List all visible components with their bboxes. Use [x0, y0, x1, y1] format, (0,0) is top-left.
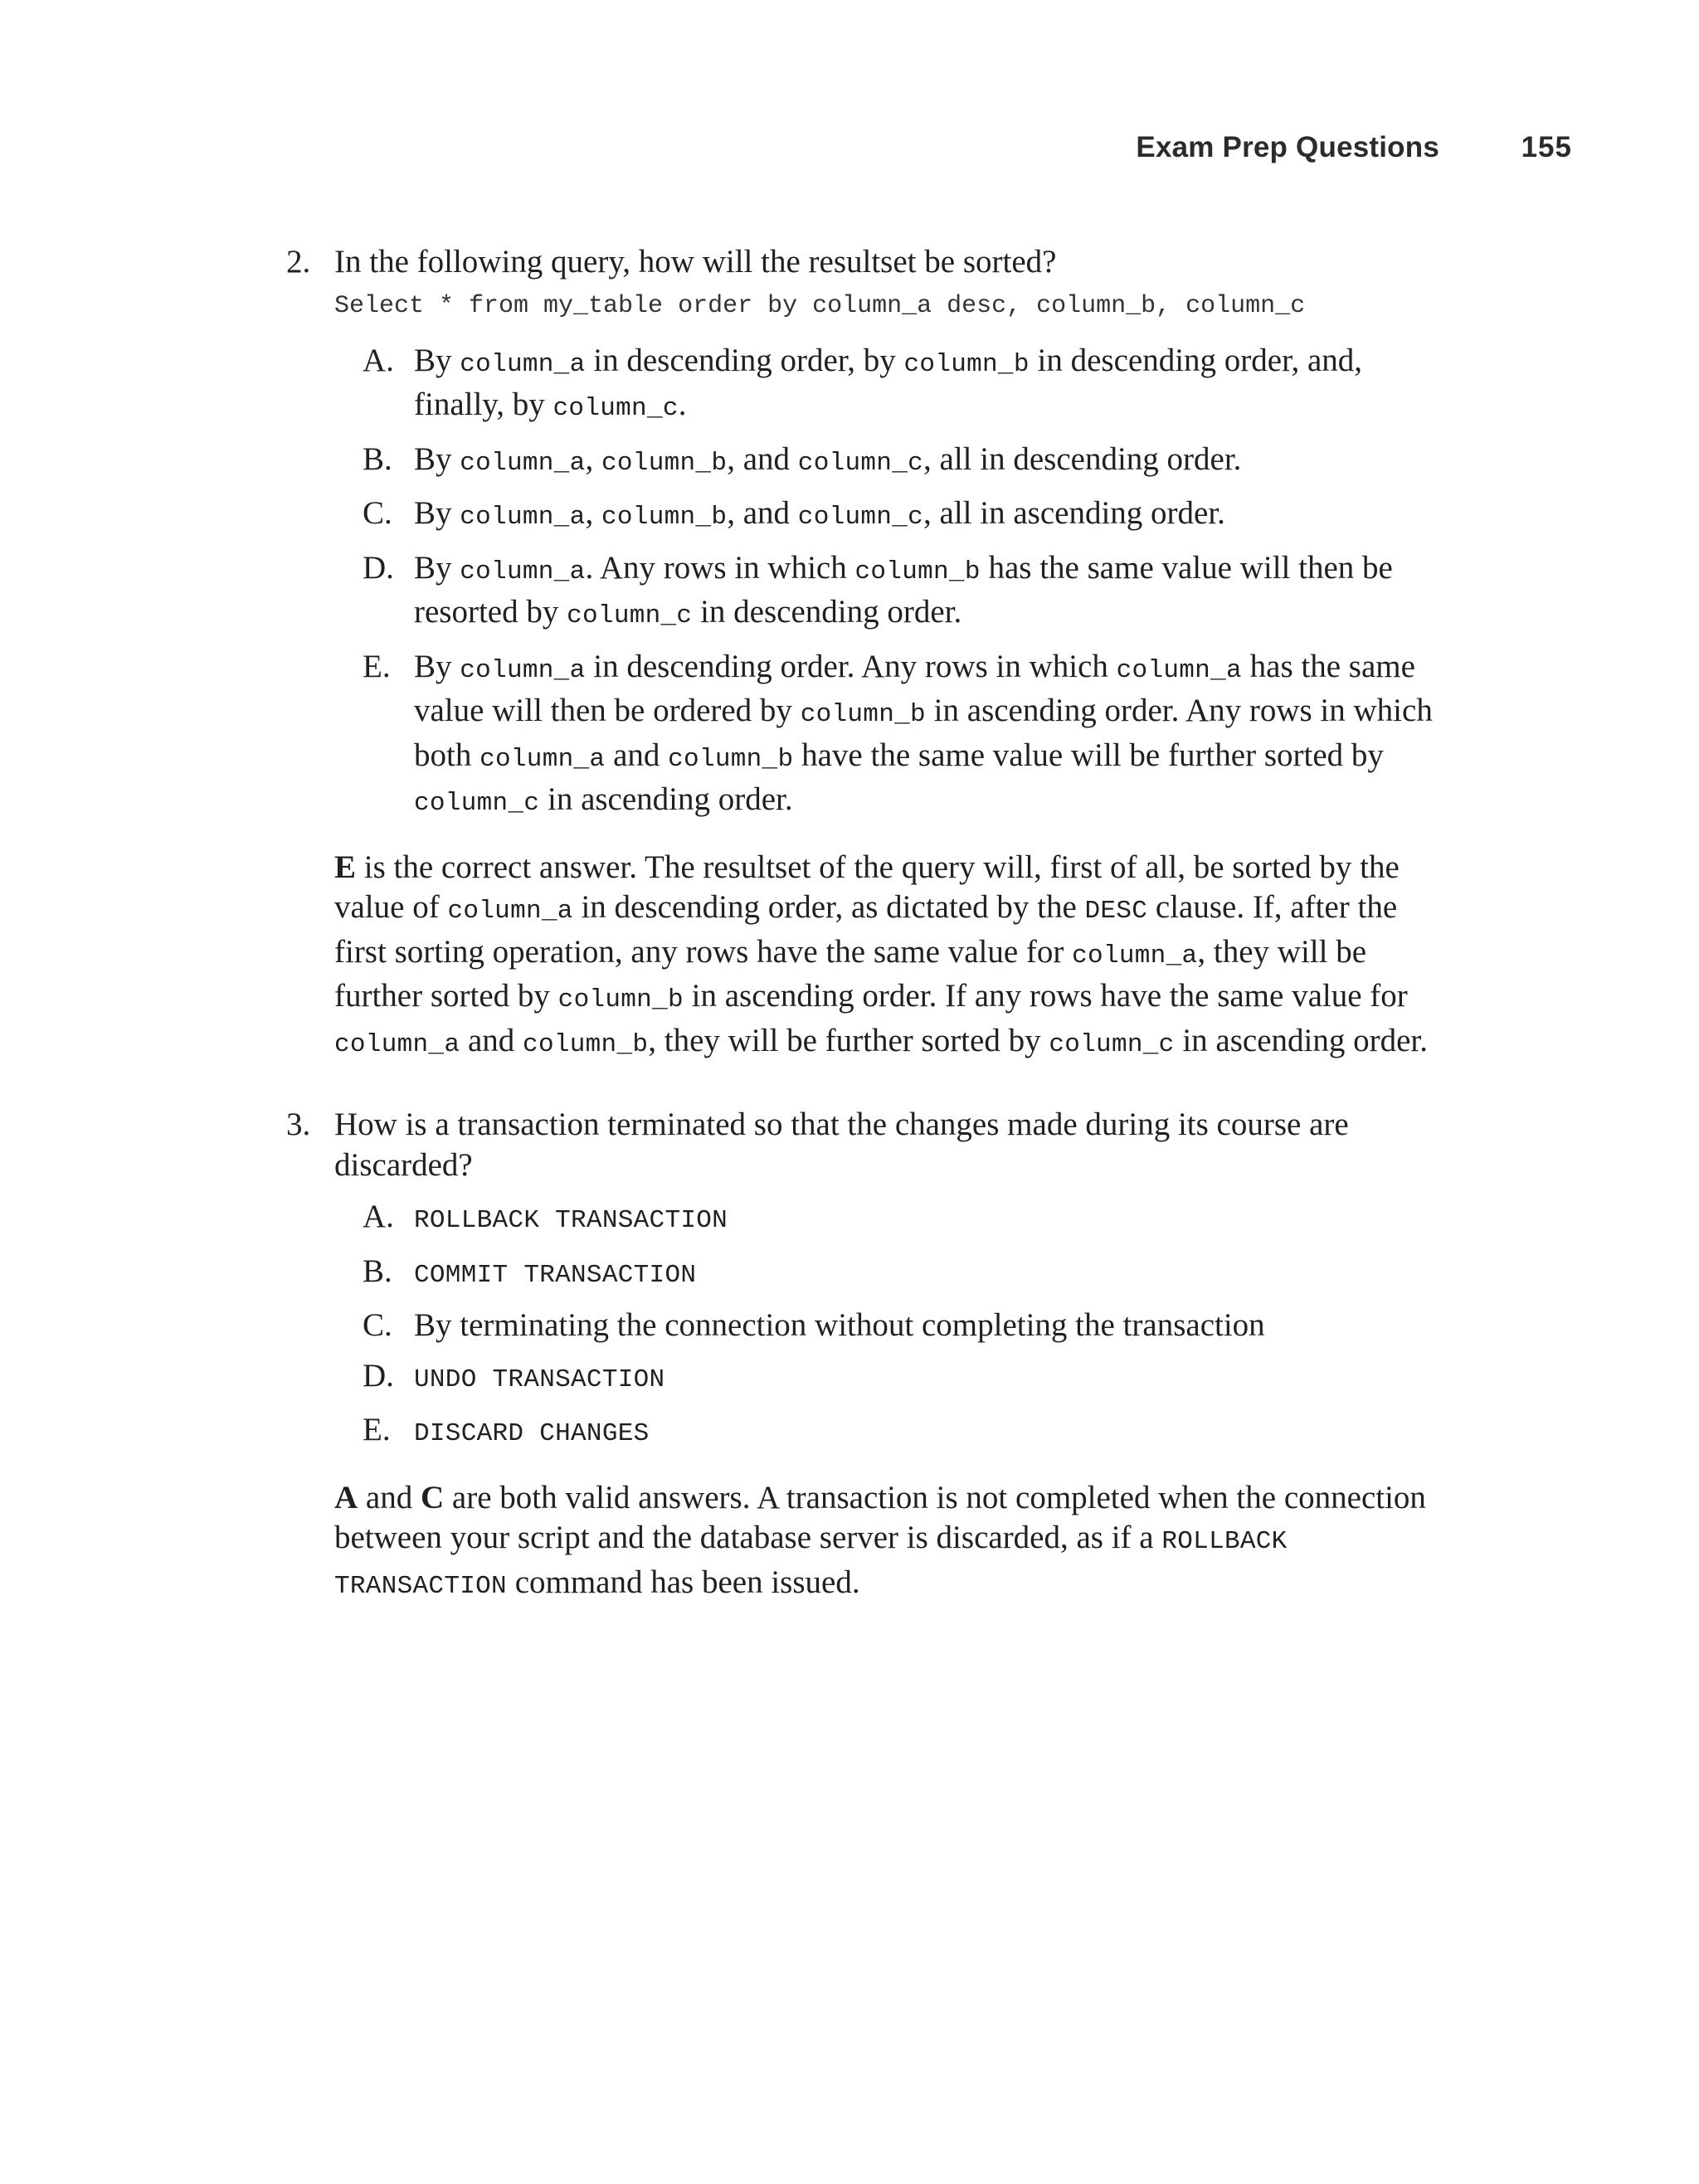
running-header [1078, 131, 1572, 173]
inline-code: column_b [601, 448, 728, 478]
question-2 [286, 242, 1448, 1065]
inline-code: column_a [460, 349, 586, 379]
inline-code: column_b [557, 985, 684, 1014]
option-text: By [414, 495, 460, 531]
option-c [363, 1306, 1459, 1346]
option-b [363, 440, 1459, 484]
inline-code: column_c [797, 448, 924, 478]
inline-code: column_a [480, 744, 606, 774]
explanation-text: and [460, 1022, 523, 1058]
option-text: in descending order. [692, 594, 962, 630]
option-d [363, 548, 1459, 637]
option-letter: A. [363, 342, 394, 378]
explanation-text: in ascending order. If any rows have the same value for [683, 978, 1408, 1014]
option-letter: E. [363, 1412, 391, 1447]
inline-code: column_a [460, 503, 586, 532]
option-a [363, 341, 1459, 430]
option-text: has the same value will then be ordered by [414, 648, 1415, 728]
explanation-text: in descending order, as dictated by the [572, 889, 1085, 925]
correct-answer-letter: E [334, 849, 357, 885]
explanation-text: , they will be further sorted by [334, 933, 1367, 1014]
answer-explanation [334, 1478, 1446, 1608]
option-text: in descending order. Any rows in which [585, 648, 1117, 684]
explanation-text: is the correct answer. The resultset of the query will, first of all, be sorted by the value of [334, 849, 1400, 925]
option-text: has the same value will then be resorted by [414, 549, 1393, 630]
option-text: and [605, 737, 669, 773]
explanation-text: in ascending order. [1174, 1022, 1428, 1058]
inline-code: ROLLBACK TRANSACTION [334, 1527, 1288, 1601]
question-prompt: How is a transaction terminated so that the changes made during its course are discarded? [334, 1107, 1349, 1183]
option-text: , and [727, 440, 798, 477]
option-text: By [414, 342, 460, 378]
option-text: . Any rows in which [585, 549, 855, 586]
option-e [363, 647, 1459, 824]
option-c [363, 494, 1459, 538]
option-text: By terminating the connection without completing the transaction [414, 1307, 1265, 1343]
explanation-text: and [358, 1479, 421, 1515]
header-title: Exam Prep Questions [1136, 131, 1439, 163]
inline-code: column_b [800, 700, 926, 729]
inline-code: column_c [1049, 1029, 1175, 1059]
explanation-text: clause. If, after the first sorting operation, any rows have the same value for [334, 889, 1398, 970]
option-d [363, 1356, 1459, 1401]
correct-answer-letter: A [334, 1479, 358, 1515]
page-content [286, 242, 1448, 1647]
option-text: , [585, 440, 601, 477]
inline-code: column_b [523, 1029, 649, 1059]
answer-explanation [334, 848, 1446, 1066]
question-number: 2. [286, 244, 311, 280]
question-3 [286, 1105, 1448, 1607]
option-text: in descending order, and, finally, by [414, 342, 1363, 422]
explanation-text: are both valid answers. A transaction is not completed when the connection between your script and the database server is discarded, as if a [334, 1479, 1426, 1555]
option-letter: D. [363, 1357, 394, 1394]
option-letter: D. [363, 549, 394, 586]
inline-code: column_c [553, 394, 679, 423]
correct-answer-letter: C [420, 1479, 445, 1515]
inline-code: column_b [668, 744, 794, 774]
answer-options [334, 341, 1448, 824]
inline-code: column_a [334, 1029, 460, 1059]
inline-code: column_a [447, 897, 573, 926]
option-text: , and [727, 495, 798, 531]
inline-code: column_a [1116, 655, 1242, 685]
option-text: , all in descending order. [923, 440, 1242, 477]
option-text: in ascending order. [539, 781, 793, 817]
option-a [363, 1197, 1459, 1242]
inline-code: column_a [460, 448, 586, 478]
inline-code: DISCARD CHANGES [414, 1419, 650, 1448]
answer-options [334, 1197, 1448, 1455]
option-letter: A. [363, 1199, 394, 1234]
inline-code: ROLLBACK TRANSACTION [414, 1206, 728, 1235]
inline-code: column_c [567, 601, 693, 630]
option-letter: C. [363, 1307, 392, 1343]
option-text: in descending order, by [585, 342, 904, 378]
option-text: By [414, 440, 460, 477]
option-text: , all in ascending order. [923, 495, 1225, 531]
inline-code: column_c [797, 503, 924, 532]
inline-code: column_b [601, 503, 728, 532]
option-e [363, 1410, 1459, 1455]
option-text: . [678, 387, 687, 422]
explanation-text: , they will be further sorted by [648, 1022, 1049, 1058]
inline-code: COMMIT TRANSACTION [414, 1260, 697, 1290]
inline-code: column_a [1072, 941, 1198, 970]
explanation-text: command has been issued. [506, 1564, 860, 1600]
option-text: have the same value will be further sorted by [793, 737, 1384, 773]
question-prompt: In the following query, how will the resultset be sorted? [334, 244, 1057, 280]
option-letter: E. [363, 648, 391, 684]
inline-code: column_a [460, 655, 586, 685]
code-sample: Select * from my_table order by column_a desc, column_b, column_c [334, 291, 1306, 320]
question-number: 3. [286, 1107, 311, 1142]
inline-code: column_b [854, 557, 981, 586]
inline-code: column_c [414, 789, 540, 818]
option-letter: B. [363, 440, 392, 477]
option-text: in ascending order. Any rows in which both [414, 693, 1433, 773]
inline-code: column_b [903, 349, 1030, 379]
option-b [363, 1252, 1459, 1296]
inline-code: column_a [460, 557, 586, 586]
inline-code: DESC [1084, 897, 1148, 926]
inline-code: UNDO TRANSACTION [414, 1364, 665, 1394]
option-text: By [414, 549, 460, 586]
option-text: By [414, 648, 460, 684]
option-letter: C. [363, 495, 392, 531]
option-text: , [585, 495, 601, 531]
page-number: 155 [1521, 131, 1572, 163]
option-letter: B. [363, 1253, 392, 1289]
